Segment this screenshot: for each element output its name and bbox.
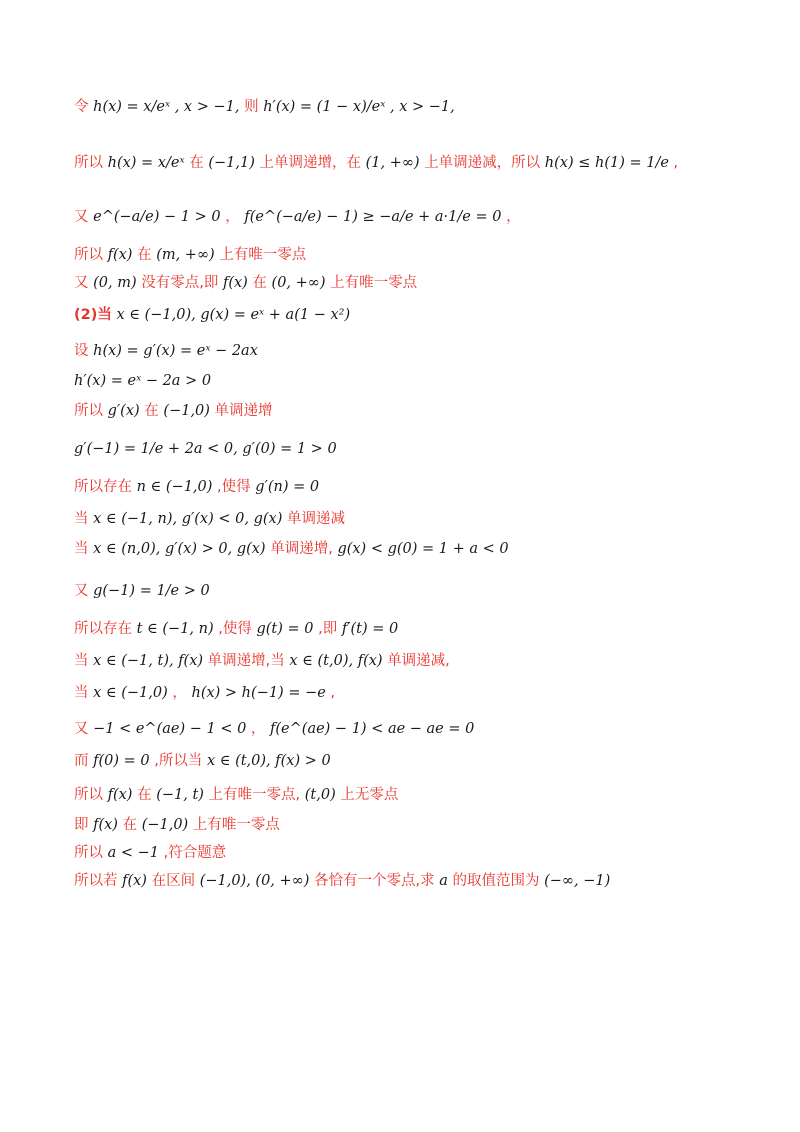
formula: −1 < e^(ae) − 1 < 0 [93, 721, 247, 737]
line-13 [74, 538, 509, 560]
text: 当 [74, 511, 89, 527]
text: 在 [252, 275, 267, 291]
line-12 [74, 508, 345, 530]
line-5 [74, 272, 417, 294]
text: 在 [144, 403, 159, 419]
text: ,使得 [217, 479, 251, 495]
text: 在区间 [151, 873, 196, 889]
formula: g(−1) = 1/e > 0 [93, 583, 210, 599]
text: 则 [244, 99, 259, 115]
text: 在 [122, 817, 138, 833]
line-19 [74, 750, 331, 772]
formula: (−1,0) [141, 817, 189, 833]
line-18 [74, 718, 474, 740]
line-3 [74, 206, 521, 228]
text: 所以 [74, 845, 103, 861]
text: 上单调递减，所以 [424, 155, 541, 171]
text: 又 [74, 209, 89, 225]
formula: h′(x) = eˣ − 2a > 0 [74, 373, 212, 389]
formula: g(t) = 0 [256, 621, 314, 637]
line-7 [74, 340, 258, 362]
text: 当 [74, 653, 89, 669]
text: 所以 [74, 247, 103, 263]
line-1 [74, 96, 455, 118]
text: ,即 [318, 621, 338, 637]
text: 所以存在 [74, 621, 132, 637]
text: 即 [74, 817, 89, 833]
text: 单调递增,当 [207, 653, 285, 669]
formula: f(x) [222, 275, 248, 291]
formula: (0, m) [93, 275, 137, 291]
text: 没有零点,即 [141, 275, 219, 291]
text: 的取值范围为 [452, 873, 540, 889]
formula: g′(n) = 0 [255, 479, 320, 495]
text: 所以 [74, 787, 103, 803]
formula: h(x) = x/eˣ [107, 155, 185, 171]
formula: g′(x) [107, 403, 140, 419]
line-11 [74, 476, 319, 498]
formula: f(e^(−a/e) − 1) ≥ −a/e + a·1/e = 0 [244, 209, 502, 225]
formula: (1, +∞) [365, 155, 420, 171]
formula: (−1,0), (0, +∞) [199, 873, 310, 889]
formula: x ∈ (n,0), g′(x) > 0, g(x) [93, 541, 266, 557]
formula: x ∈ (t,0), f(x) > 0 [206, 753, 331, 769]
part-label: (2)当 [74, 307, 112, 323]
formula: h(x) = g′(x) = eˣ − 2ax [93, 343, 258, 359]
text: ,符合题意 [163, 845, 227, 861]
line-20 [74, 784, 398, 806]
text: , [330, 685, 336, 701]
formula: f(x) [107, 787, 133, 803]
formula: f(x) [107, 247, 133, 263]
formula: f′(t) = 0 [341, 621, 399, 637]
text: 单调递增, [270, 541, 333, 557]
text: ， [172, 685, 187, 701]
formula: (−1, t) [156, 787, 204, 803]
formula: g′(−1) = 1/e + 2a < 0, g′(0) = 1 > 0 [74, 441, 337, 457]
formula: g(x) < g(0) = 1 + a < 0 [337, 541, 509, 557]
formula: f(x) [122, 873, 147, 889]
formula: f(x) [93, 817, 118, 833]
formula: x ∈ (−1, n), g′(x) < 0, g(x) [93, 511, 283, 527]
line-15 [74, 618, 398, 640]
formula: a [439, 873, 448, 889]
line-8 [74, 370, 211, 392]
line-6 [74, 304, 350, 326]
formula: (m, +∞) [156, 247, 215, 263]
text: 上单调递增，在 [259, 155, 361, 171]
formula: x ∈ (−1,0) [93, 685, 168, 701]
text: 上有唯一零点 [192, 817, 280, 833]
formula: f(0) = 0 [93, 753, 150, 769]
line-23 [74, 870, 610, 892]
formula: h(x) ≤ h(1) = 1/e [544, 155, 669, 171]
line-14 [74, 580, 210, 602]
formula: h′(x) = (1 − x)/eˣ , x > −1, [263, 99, 455, 115]
formula: (−1,1) [208, 155, 255, 171]
text: 在 [137, 247, 152, 263]
line-21 [74, 814, 280, 836]
text: 所以若 [74, 873, 118, 889]
line-4 [74, 244, 306, 266]
formula: f(e^(ae) − 1) < ae − ae = 0 [270, 721, 475, 737]
text: ， [250, 721, 266, 737]
text: 又 [74, 583, 89, 599]
text: 在 [137, 787, 152, 803]
formula: e^(−a/e) − 1 > 0 [93, 209, 221, 225]
text: , [673, 155, 679, 171]
line-9 [74, 400, 273, 422]
line-17 [74, 682, 335, 704]
formula: x ∈ (−1, t), f(x) [93, 653, 204, 669]
text: 又 [74, 721, 89, 737]
text: 而 [74, 753, 89, 769]
text: 令 [74, 99, 89, 115]
text: 上有唯一零点 [219, 247, 307, 263]
text: 单调递减, [387, 653, 450, 669]
formula: (−∞, −1) [544, 873, 611, 889]
text: 所以 [74, 155, 103, 171]
text: 上有唯一零点 [330, 275, 418, 291]
text: 所以 [74, 403, 103, 419]
text: 单调递增 [214, 403, 273, 419]
line-22 [74, 842, 226, 864]
text: 所以存在 [74, 479, 132, 495]
text: 各恰有一个零点,求 [314, 873, 435, 889]
formula: (t,0) [304, 787, 336, 803]
formula: h(x) = x/eˣ , x > −1, [93, 99, 240, 115]
formula: (−1,0) [163, 403, 210, 419]
line-10 [74, 438, 337, 460]
formula: x ∈ (t,0), f(x) [289, 653, 383, 669]
text: ， [506, 209, 521, 225]
text: 当 [74, 685, 89, 701]
formula: h(x) > h(−1) = −e [191, 685, 326, 701]
text: 设 [74, 343, 89, 359]
text: ,所以当 [154, 753, 203, 769]
formula: n ∈ (−1,0) [136, 479, 213, 495]
text: 当 [74, 541, 89, 557]
formula: x ∈ (−1,0), g(x) = eˣ + a(1 − x²) [116, 307, 351, 323]
formula: (0, +∞) [271, 275, 326, 291]
text: 在 [189, 155, 204, 171]
text: 单调递减 [286, 511, 345, 527]
formula: a < −1 [107, 845, 159, 861]
formula: t ∈ (−1, n) [136, 621, 214, 637]
text: 又 [74, 275, 89, 291]
text: ， [225, 209, 240, 225]
text: 上无零点 [340, 787, 399, 803]
line-16 [74, 650, 450, 672]
text: 上有唯一零点, [208, 787, 301, 803]
text: ,使得 [218, 621, 252, 637]
line-2 [74, 152, 678, 174]
